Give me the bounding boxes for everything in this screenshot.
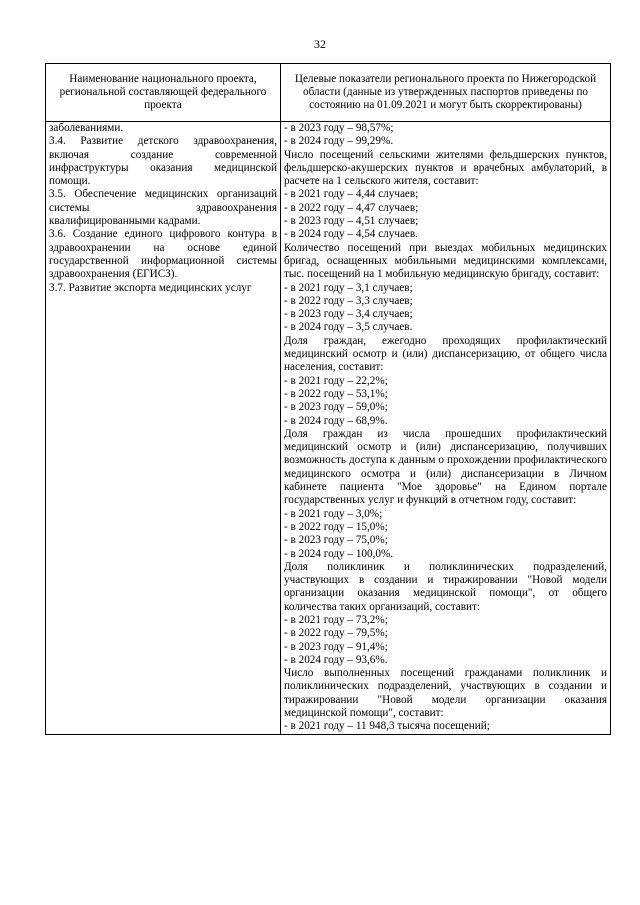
left-paragraph: 3.7. Развитие экспорта медицинских услуг <box>49 281 252 294</box>
indicator-value: - в 2024 году – 68,9%. <box>284 414 388 427</box>
indicator-description: Доля граждан, ежегодно проходящих профилактический медицинский осмотр и (или) диспансеризацию, от общего числа населения, составит: <box>284 334 607 374</box>
indicator-value: - в 2024 году – 93,6%. <box>284 653 388 666</box>
indicator-description: Количество посещений при выездах мобильных медицинских бригад, оснащенных мобильными медицинскими комплексами, тыс. посещений на 1 мобильную медицинскую бригаду, составит: <box>284 241 607 281</box>
table-row <box>46 122 611 735</box>
right-cell <box>281 122 611 735</box>
indicator-value: - в 2024 году – 4,54 случаев. <box>284 228 418 241</box>
indicator-value: - в 2023 году – 3,4 случаев; <box>284 308 413 321</box>
indicators-table <box>45 63 611 735</box>
indicator-value: - в 2021 году – 3,0%; <box>284 507 383 520</box>
indicator-value: - в 2021 году – 11 948,3 тысяча посещений; <box>284 720 490 733</box>
indicator-value: - в 2023 году – 98,57%; <box>284 122 394 134</box>
left-paragraph: 3.4. Развитие детского здравоохранения, включая создание современной инфраструктуры оказания медицинской помощи. <box>49 135 277 188</box>
indicator-value: - в 2023 году – 59,0%; <box>284 401 388 414</box>
indicator-value: - в 2024 году – 3,5 случаев. <box>284 321 413 334</box>
table-header-row <box>46 64 611 122</box>
indicator-value: - в 2021 году – 22,2%; <box>284 374 388 387</box>
indicator-value: - в 2023 году – 75,0%; <box>284 534 388 547</box>
indicator-value: - в 2021 году – 4,44 случаев; <box>284 188 419 201</box>
indicator-value: - в 2021 году – 3,1 случаев; <box>284 281 413 294</box>
indicator-value: - в 2022 году – 15,0%; <box>284 520 388 533</box>
indicator-description: Число выполненных посещений гражданами поликлиник и поликлинических подразделений, участвующих в создании и тиражировании "Новой модели организации оказания медицинской помощи", составит: <box>284 667 607 720</box>
indicator-description: Число посещений сельскими жителями фельдшерских пунктов, фельдшерско-акушерских пунктов и врачебных амбулаторий, в расчете на 1 сельского жителя, составит: <box>284 148 607 188</box>
indicator-value: - в 2022 году – 53,1%; <box>284 387 388 400</box>
left-paragraph: 3.5. Обеспечение медицинских организаций системы здравоохранения квалифицированными кадрами. <box>49 188 277 228</box>
indicator-value: - в 2022 году – 3,3 случаев; <box>284 294 413 307</box>
indicator-value: - в 2023 году – 91,4%; <box>284 640 388 653</box>
left-cell <box>46 122 281 735</box>
header-project-name: Наименование национального проекта, региональной составляющей федерального проекта <box>46 64 281 122</box>
indicator-value: - в 2024 году – 99,29%. <box>284 135 394 148</box>
left-paragraph: заболеваниями. <box>49 122 124 134</box>
left-paragraph: 3.6. Создание единого цифрового контура в здравоохранении на основе единой государственной информационной системы здравоохранения (ЕГИСЗ). <box>49 228 277 281</box>
indicator-description: Доля граждан из числа прошедших профилактический медицинский осмотр и (или) диспансеризацию, получивших возможность доступа к данным о прохождении профилактического медицинского осмотра и (или) диспансеризации в Личном кабинете пациента "Мое здоровье" на Едином портале государственных услуг и функций в отчетном году, составит: <box>284 427 607 507</box>
indicator-value: - в 2022 году – 4,47 случаев; <box>284 201 419 214</box>
indicator-value: - в 2022 году – 79,5%; <box>284 627 388 640</box>
indicator-value: - в 2023 году – 4,51 случаев; <box>284 215 419 228</box>
page-number: 32 <box>314 37 326 51</box>
indicator-value: - в 2021 году – 73,2%; <box>284 613 388 626</box>
indicator-description: Доля поликлиник и поликлинических подразделений, участвующих в создании и тиражировании "Новой модели организации оказания медицинской помощи", от общего количества таких организаций, составит: <box>284 560 607 613</box>
indicator-value: - в 2024 году – 100,0%. <box>284 547 394 560</box>
header-target-indicators: Целевые показатели регионального проекта по Нижегородской области (данные из утвержденных паспортов приведены по состоянию на 01.09.2021 и могут быть скорректированы) <box>281 64 611 122</box>
